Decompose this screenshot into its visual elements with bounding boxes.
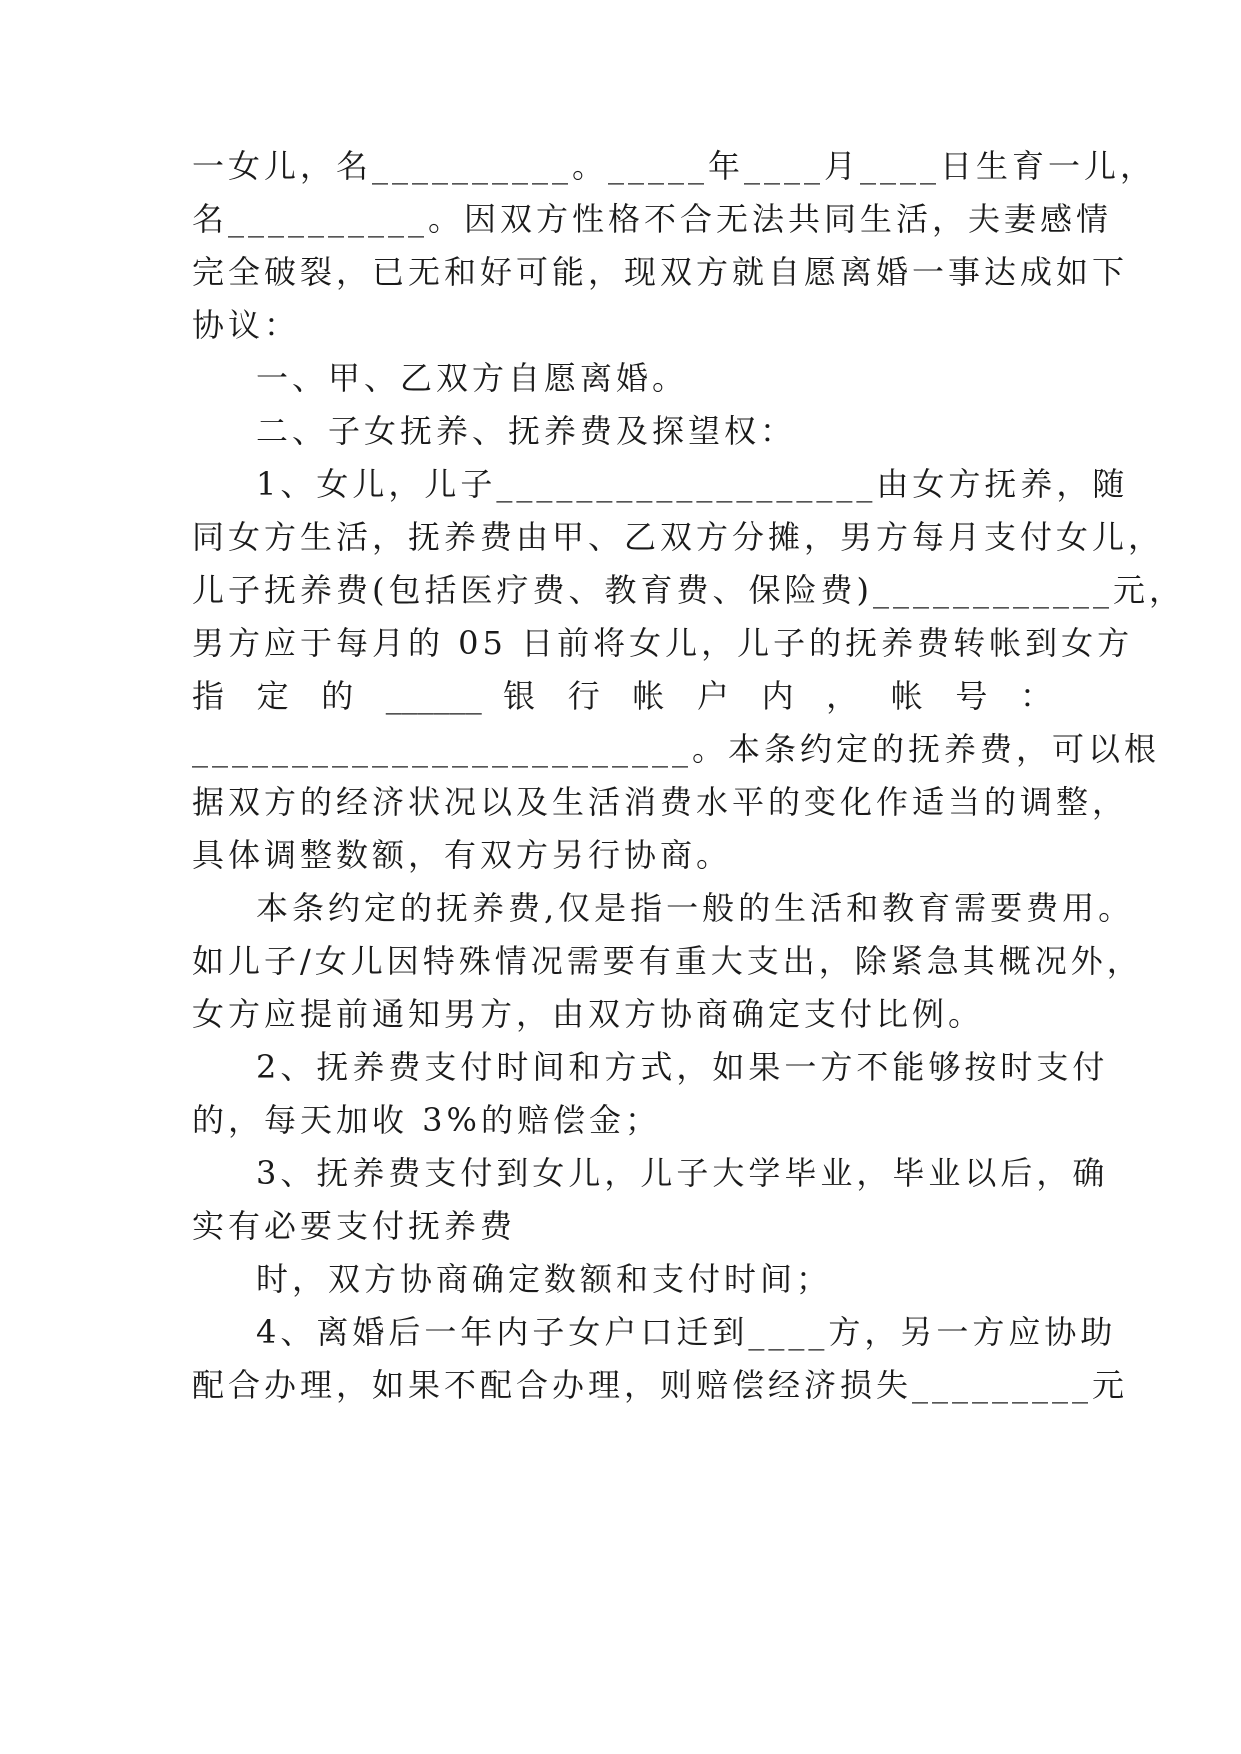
text-line: 实有必要支付抚养费 <box>192 1207 517 1245</box>
text-line: 如儿子/女儿因特殊情况需要有重大支出，除紧急其概况外， <box>192 942 1143 980</box>
text-line: 本条约定的抚养费,仅是指一般的生活和教育需要费用。 <box>256 889 1135 927</box>
text-line: 具体调整数额，有双方另行协商。 <box>192 836 733 874</box>
text-line: 时，双方协商确定数额和支付时间； <box>256 1260 833 1298</box>
text-line: 3、抚养费支付到女儿，儿子大学毕业，毕业以后，确 <box>256 1154 1109 1192</box>
text-line: 同女方生活，抚养费由甲、乙双方分摊，男方每月支付女儿， <box>192 518 1165 556</box>
text-line: 儿子抚养费(包括医疗费、教育费、保险费)____________元， <box>192 571 1185 609</box>
text-line: 2、抚养费支付时间和方式，如果一方不能够按时支付 <box>256 1048 1109 1086</box>
section-heading: 二、子女抚养、抚养费及探望权： <box>256 412 797 450</box>
text-line: 1、女儿，儿子___________________由女方抚养，随 <box>256 465 1129 503</box>
text-line: 完全破裂，已无和好可能，现双方就自愿离婚一事达成如下 <box>192 253 1129 291</box>
text-line: 女方应提前通知男方，由双方协商确定支付比例。 <box>192 995 985 1033</box>
text-line: 指 定 的 ______ 银 行 帐 户 内 ， 帐 号 ： <box>192 677 1052 715</box>
text-line: 名__________。因双方性格不合无法共同生活，夫妻感情 <box>192 200 1113 238</box>
text-line: 的，每天加收 3%的赔偿金； <box>192 1101 661 1139</box>
text-line: 配合办理，如果不配合办理，则赔偿经济损失_________元 <box>192 1366 1129 1404</box>
text-line: 4、离婚后一年内子女户口迁到____方，另一方应协助 <box>256 1313 1117 1351</box>
section-heading: 一、甲、乙双方自愿离婚。 <box>256 359 689 397</box>
text-line: 一女儿，名__________。_____年____月____日生育一儿， <box>192 147 1157 185</box>
text-line: 协议： <box>192 306 301 344</box>
text-line: 男方应于每月的 05 日前将女儿，儿子的抚养费转帐到女方 <box>192 624 1134 662</box>
text-line: 据双方的经济状况以及生活消费水平的变化作适当的调整， <box>192 783 1129 821</box>
text-line: _________________________。本条约定的抚养费，可以根 <box>192 730 1161 768</box>
